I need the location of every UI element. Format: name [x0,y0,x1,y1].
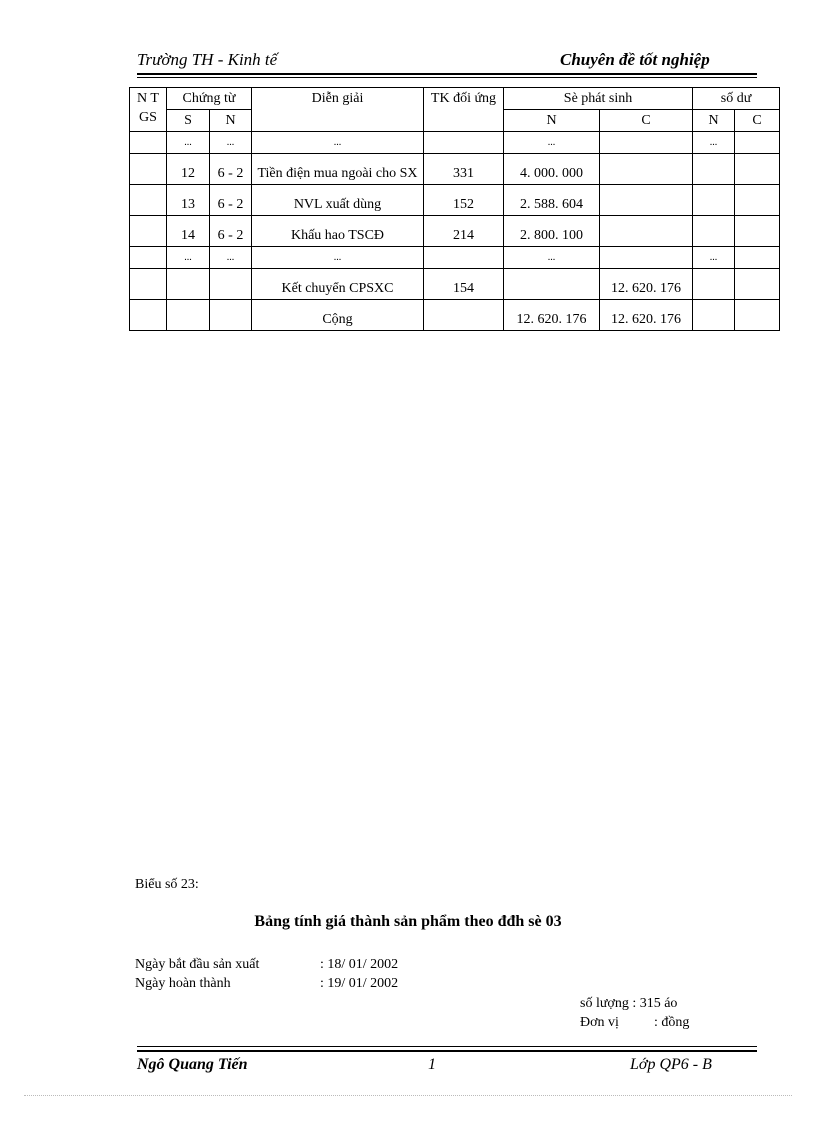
cell-du-no [693,216,735,247]
cell-tk: 331 [424,154,504,185]
cell-ntgs [130,216,167,247]
table-row [130,132,780,154]
col-chung-tu-header: Chứng từ [167,88,252,110]
cell-ps-co [600,132,693,154]
table-row [130,216,780,247]
cell-ps-no: ... [504,132,600,154]
cell-dien-giai: Kết chuyển CPSXC [252,269,424,300]
cell-du-no: ... [693,132,735,154]
cell-ntgs [130,269,167,300]
header-topic: Chuyên đề tốt nghiệp [560,50,710,69]
cell-so: 13 [167,185,210,216]
cell-du-no: ... [693,247,735,269]
cell-ps-no [504,269,600,300]
cell-tk: 154 [424,269,504,300]
cell-ps-no: 4. 000. 000 [504,154,600,185]
col-so-header: S [167,110,210,132]
cell-ps-co: 12. 620. 176 [600,269,693,300]
cell-du-co [735,269,780,300]
cell-so [167,300,210,331]
cell-tk [424,300,504,331]
quantity-text: số lượng : 315 áo [580,996,678,1011]
cell-ntgs [130,185,167,216]
cell-du-no [693,154,735,185]
cell-ntgs [130,132,167,154]
table-row [130,185,780,216]
cell-du-co [735,216,780,247]
table-row [130,247,780,269]
cell-ngay [210,269,252,300]
cell-du-co [735,154,780,185]
cell-ps-no: ... [504,247,600,269]
table-row-total [130,300,780,331]
cell-ps-no: 2. 800. 100 [504,216,600,247]
cell-dien-giai: Khấu hao TSCĐ [252,216,424,247]
cell-du-co [735,300,780,331]
cell-tk: 214 [424,216,504,247]
col-ngay-header: N [210,110,252,132]
end-date-label: Ngày hoàn thành [135,976,231,991]
cell-dien-giai: Cộng [252,300,424,331]
cell-du-no [693,269,735,300]
unit-label: Đơn vị [580,1015,619,1030]
footer-rule-thin [137,1046,757,1047]
footer-class: Lớp QP6 - B [630,1056,712,1073]
cell-so: ... [167,247,210,269]
cell-du-no [693,185,735,216]
footer-rule-thick [137,1050,757,1052]
cell-tk [424,132,504,154]
cell-ps-co [600,216,693,247]
cell-ps-co [600,185,693,216]
cell-dien-giai: Tiền điện mua ngoài cho SX [252,154,424,185]
cell-ps-co [600,154,693,185]
start-date-value: : 18/ 01/ 2002 [320,957,399,972]
table-row [130,269,780,300]
cell-so: 14 [167,216,210,247]
col-dien-giai-header: Diễn giải [252,88,424,132]
col-du-no-header: N [693,110,735,132]
cell-so: ... [167,132,210,154]
col-ps-co-header: C [600,110,693,132]
cell-dien-giai: ... [252,132,424,154]
col-tk-header: TK đối ứng [424,88,504,132]
footer-page-number: 1 [428,1056,436,1073]
col-ps-no-header: N [504,110,600,132]
cell-ngay: 6 - 2 [210,185,252,216]
header-school: Trường TH - Kinh tế [137,50,278,69]
col-du-co-header: C [735,110,780,132]
cell-ps-co [600,247,693,269]
page-edge [24,1095,792,1096]
document-title: Bảng tính giá thành sản phẩm theo đđh sè 03 [254,913,562,930]
cell-du-no [693,300,735,331]
cell-so: 12 [167,154,210,185]
header-rule-thin [137,77,757,78]
table-row [130,154,780,185]
cell-ngay [210,300,252,331]
cell-ps-no: 12. 620. 176 [504,300,600,331]
cell-tk: 152 [424,185,504,216]
ledger-table [129,87,780,331]
figure-caption: Biểu số 23: [135,877,199,892]
cell-ngay: 6 - 2 [210,216,252,247]
cell-ntgs [130,247,167,269]
cell-dien-giai: NVL xuất dùng [252,185,424,216]
cell-ntgs [130,300,167,331]
col-phat-sinh-header: Sè phát sinh [504,88,693,110]
cell-dien-giai: ... [252,247,424,269]
cell-ps-co: 12. 620. 176 [600,300,693,331]
col-so-du-header: số dư [693,88,780,110]
cell-ngay: ... [210,247,252,269]
cell-tk [424,247,504,269]
unit-value: : đồng [654,1015,690,1030]
header-rule-thick [137,73,757,75]
start-date-label: Ngày bắt đầu sản xuất [135,957,260,972]
cell-ps-no: 2. 588. 604 [504,185,600,216]
cell-du-co [735,132,780,154]
cell-du-co [735,247,780,269]
end-date-value: : 19/ 01/ 2002 [320,976,399,991]
footer-author: Ngô Quang Tiến [137,1056,248,1073]
cell-du-co [735,185,780,216]
cell-so [167,269,210,300]
header-row-1 [130,88,780,110]
cell-ngay: ... [210,132,252,154]
cell-ngay: 6 - 2 [210,154,252,185]
col-ntgs-header: N T GS [130,88,167,132]
cell-ntgs [130,154,167,185]
